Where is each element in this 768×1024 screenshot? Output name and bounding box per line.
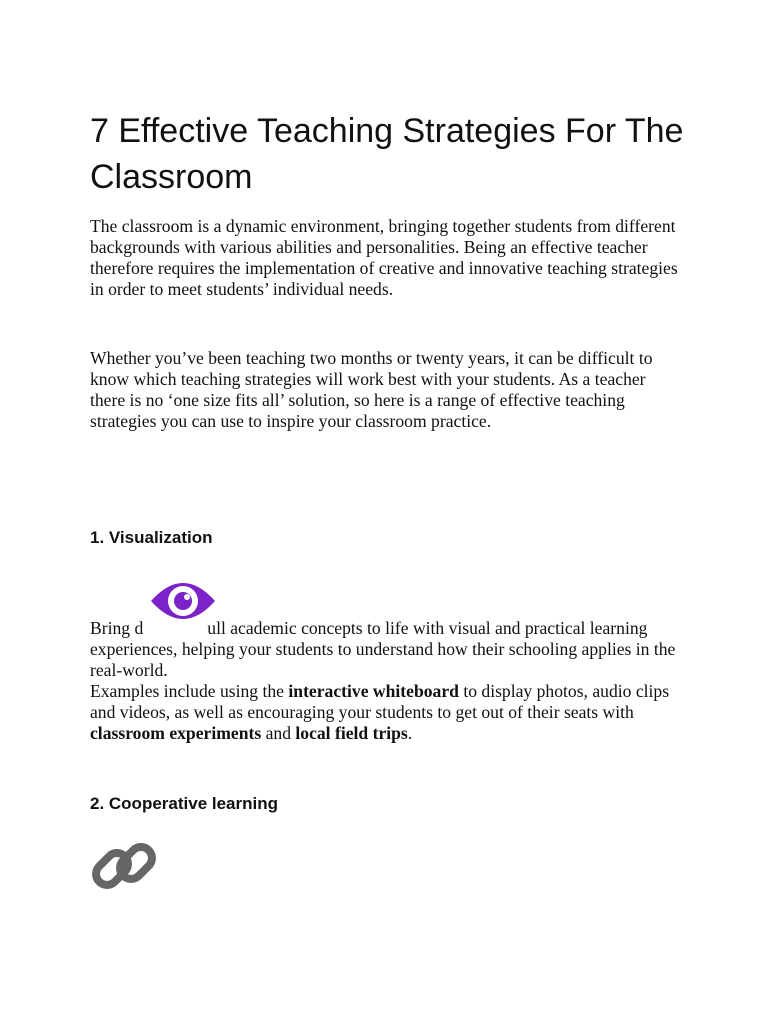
examples-and: and <box>261 723 296 743</box>
link-icon <box>90 832 158 900</box>
examples-mid: to display photos, audio clips and videos, as well as encouraging your students to get out of their seats with <box>90 681 670 722</box>
section-heading-cooperative-learning: 2. Cooperative learning <box>90 794 278 813</box>
article-title: 7 Effective Teaching Strategies For The Classroom <box>90 112 684 196</box>
visualization-paragraph <box>90 618 690 681</box>
examples-lead: Examples include using the <box>90 681 289 701</box>
visualization-examples-paragraph <box>90 681 690 744</box>
intro-paragraph-1: The classroom is a dynamic environment, bringing together students from different backgrounds with various abilities and personalities. Being an effective teacher therefore requires the implementation of creative and innovative teaching strategies in order to meet students’ individual needs. <box>90 216 678 299</box>
interactive-whiteboard-link[interactable]: interactive whiteboard <box>288 681 459 701</box>
intro-paragraph-2: Whether you’ve been teaching two months or twenty years, it can be difficult to know which teaching strategies will work best with your students. As a teacher there is no ‘one size fits all’ solution, so here is a range of effective teaching strategies you can use to inspire your classroom practice. <box>90 348 653 431</box>
examples-end: . <box>407 723 413 743</box>
visualization-text-start: Bring d <box>90 618 144 638</box>
classroom-experiments-link[interactable]: classroom experiments <box>90 723 262 743</box>
local-field-trips-link[interactable]: local field trips <box>295 723 408 743</box>
visualization-text-rest: ull academic concepts to life with visual and practical learning experiences, helping your students to understand how their schooling applies in the real-world. <box>90 618 676 680</box>
section-heading-visualization: 1. Visualization <box>90 528 213 547</box>
